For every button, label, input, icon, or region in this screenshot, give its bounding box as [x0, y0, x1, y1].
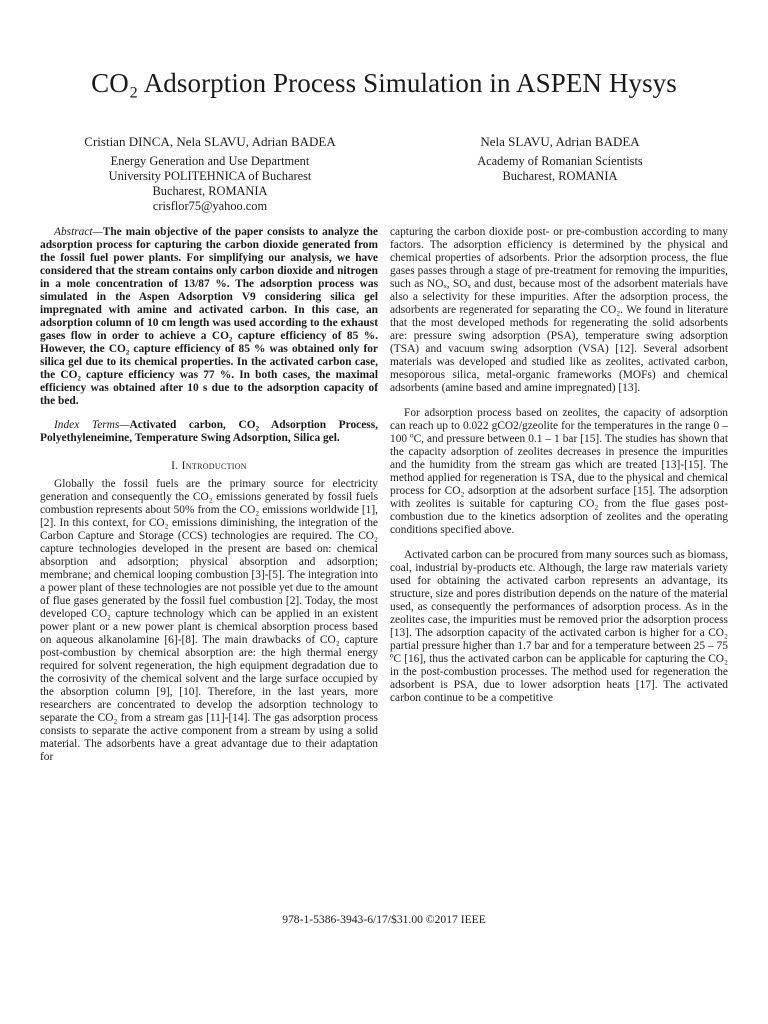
author-names: Nela SLAVU, Adrian BADEA	[480, 134, 640, 149]
abstract-label: Abstract—	[54, 226, 103, 238]
author-institution: University POLITEHNICA of Bucharest	[108, 169, 312, 183]
paper-title: CO₂ Adsorption Process Simulation in ASPEN Hysys	[91, 68, 677, 98]
body-paragraph: capturing the carbon dioxide post- or pre-combustion according to many factors. The adsorption efficiency is determined by the physical and chemical properties of adsorbents. Prior the adsorption process, the flue gases passes through a stage of pre-treatment for removing the impurities, such as NOₓ, SOₓ and dust, because most of the adsorbent materials have also a selectivity for these impurities. After the adsorption process, the adsorbents are regenerated for separating the CO₂. We found in literature that the most developed methods for regenerating the solid adsorbents are: pressure swing adsorption (PSA), temperature swing adsorption (TSA) and vacuum swing adsorption (VSA) [12]. Several adsorbent materials was developed and studied like as zeolites, activated carbon, mesoporous silica, metal-organic frameworks (MOFs) and chemical adsorbents (amine based and amine impregnated) [13].	[390, 226, 728, 394]
copyright-footer: 978-1-5386-3943-6/17/$31.00 ©2017 IEEE	[282, 913, 486, 926]
left-column	[40, 226, 378, 764]
author-department: Energy Generation and Use Department	[110, 154, 310, 168]
author-location: Bucharest, ROMANIA	[502, 169, 618, 183]
section-heading-introduction: I. Introduction	[171, 459, 247, 472]
index-terms-text: Activated carbon, CO₂ Adsorption Process, Polyethyleneimine, Temperature Swing Adsorption, Silica gel.	[40, 419, 378, 444]
author-names: Cristian DINCA, Nela SLAVU, Adrian BADEA	[84, 134, 336, 149]
index-terms-label: Index Terms—	[54, 419, 130, 431]
right-column	[390, 226, 728, 705]
body-paragraph: For adsorption process based on zeolites, the capacity of adsorption can reach up to 0.022 gCO2/gzeolite for the temperatures in the range 0 – 100 ºC, and pressure between 0.1 – 1 bar [15]. The studies has shown that the capacity adsorption of zeolites decreases in presence the impurities and the humidity from the stream gas which are treated [13]-[15]. The method applied for regeneration is TSA, due to the physical and chemical process for CO₂ adsorption at the adsorbent surface [15]. The adsorption with zeolites is suitable for capturing CO₂ from the flue gases post-combustion due to the kinetics adsorption of zeolites and the operating conditions specified above.	[390, 407, 728, 536]
index-terms	[40, 419, 378, 445]
author-institution: Academy of Romanian Scientists	[477, 154, 643, 168]
author-affiliation-2	[392, 134, 728, 184]
author-affiliation-1	[40, 134, 380, 214]
body-paragraph: Activated carbon can be procured from many sources such as biomass, coal, industrial by-products etc. Although, the large raw materials variety used for obtaining the activated carbon represents an advantage, its structure, size and pores distribution depends on the nature of the material used, as consequently the performances of adsorption process. As in the zeolites case, the impurities must be removed prior the adsorption process [13]. The adsorption capacity of the activated carbon is higher for a CO₂ partial pressure higher than 1.7 bar and for a temperature between 25 – 75 ºC [16], thus the activated carbon can be applicable for capturing the CO₂ in the post-combustion processes. The method used for regeneration the adsorbent is PSA, due to lower adsorption heats [17]. The activated carbon continue to be a competitive	[390, 549, 728, 704]
author-email: crisflor75@yahoo.com	[152, 199, 268, 213]
body-paragraph: Globally the fossil fuels are the primary source for electricity generation and consequently the CO₂ emissions generated by fossil fuels combustion represents about 50% from the CO₂ emissions worldwide [1], [2]. In this context, for CO₂ emissions diminishing, the integration of the Carbon Capture and Storage (CCS) technologies are required. The CO₂ capture technologies developed in the present are based on: chemical absorption and adsorption; physical absorption and adsorption; membrane; and chemical looping combustion [3]-[5]. The integration into a power plant of these technologies are not possible yet due to the amount of flue gases generated by the fossil fuel combustion [2]. Today, the most developed CO₂ capture technology which can be applied in an existent power plant or a new power plant is chemical absorption process based on aqueous alkanolamine [6]-[8]. The main drawbacks of CO₂ capture post-combustion by chemical absorption are: the high thermal energy required for solvent regeneration, the high equipment degradation due to the corrosivity of the chemical solvent and the large surface occupied by the absorption column [9], [10]. Therefore, in the last years, more researchers are concentrated to develop the adsorption technology to separate the CO₂ from a stream gas [11]-[14]. The gas adsorption process consists to separate the active component from a stream by using a solid material. The adsorbents have a great advantage due to their adaptation for	[40, 478, 378, 763]
abstract	[40, 226, 378, 408]
abstract-text: The main objective of the paper consists to analyze the adsorption process for capturing the carbon dioxide generated from the fossil fuel power plants. For simplifying our analysis, we have considered that the stream contains only carbon dioxide and nitrogen in a mole concentration of 13/87 %. The adsorption process was simulated in the Aspen Adsorption V9 considering silica gel impregnated with amine and activated carbon. In this case, an adsorption column of 10 cm length was used according to the exhaust gases flow in order to achieve a CO₂ capture efficiency of 85 %. However, the CO₂ capture efficiency of 85 % was obtained only for silica gel due to its chemical properties. In the activated carbon case, the CO₂ capture efficiency was 77 %. In both cases, the maximal efficiency was obtained after 10 s due to the adsorption capacity of the bed.	[40, 226, 378, 407]
author-location: Bucharest, ROMANIA	[152, 184, 268, 198]
